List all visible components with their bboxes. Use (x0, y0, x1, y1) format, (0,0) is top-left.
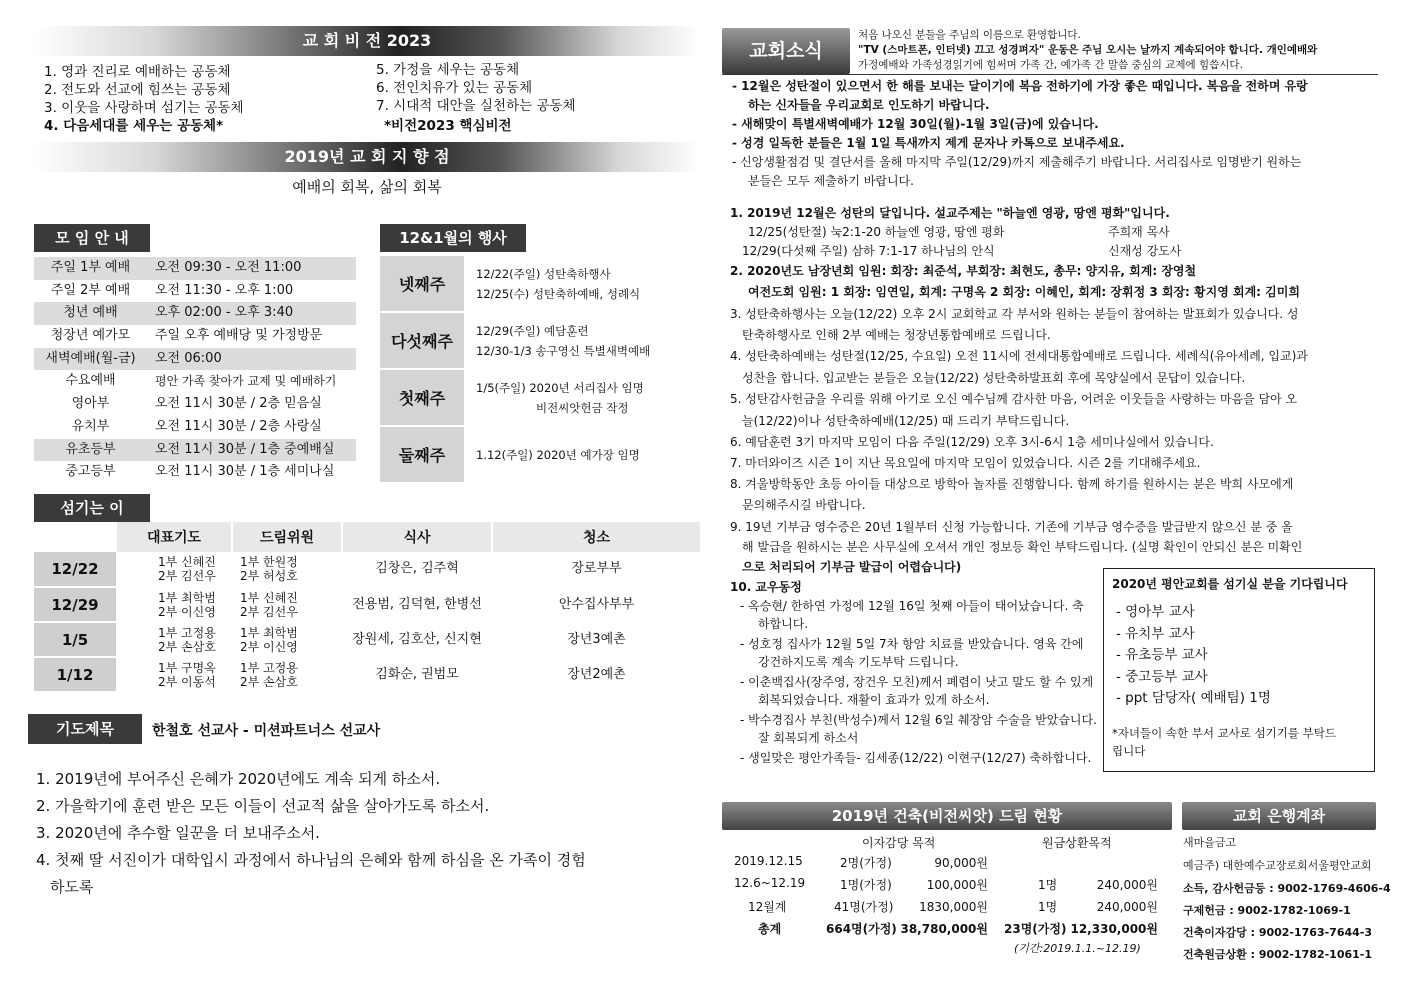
meal-team: 장원세, 김호산, 신지현 (342, 622, 492, 657)
recruit-item: - ppt 담당자( 예배팀) 1명 (1116, 690, 1271, 706)
meeting-row (34, 393, 356, 416)
meeting-name: 유치부 (71, 418, 110, 434)
dream-person: 1부 고정용 (240, 660, 298, 675)
news-bullet: - 성경 일독한 분들은 1월 1일 특새까지 제게 문자나 카톡으로 보내주세요. (732, 136, 1125, 150)
news-item: 6. 예담훈련 3기 마지막 모임이 다음 주일(12/29) 오후 3시-6시 1층 세미나실에서 있습니다. (730, 435, 1214, 449)
news-title: 교회소식 (722, 28, 850, 74)
vision-item: 2. 전도와 선교에 힘쓰는 공동체 (44, 82, 231, 98)
servers-header (34, 522, 116, 552)
servers-row (34, 657, 701, 692)
meeting-row (34, 461, 356, 484)
prayer-item: 하도록 (50, 878, 94, 896)
meeting-row (34, 370, 356, 393)
building-cell: 90,000원 (934, 856, 988, 870)
event-line: 1/5(주일) 2020년 서리집사 임명 (476, 380, 644, 395)
servers-table (34, 522, 702, 693)
meeting-time: 오전 11:30 - 오후 1:00 (155, 282, 294, 298)
news-item: 강건하지도록 계속 기도부탁 드립니다. (758, 655, 959, 669)
meal-team: 김창은, 김주혁 (342, 552, 492, 587)
event-line: 12/22(주일) 성탄축하행사 (476, 266, 611, 281)
meeting-name: 청장년 예가모 (50, 328, 131, 344)
clean-team: 장년3예촌 (492, 622, 701, 657)
servers-row (34, 552, 701, 587)
news-item: 잘 회복되게 하소서 (758, 731, 859, 745)
clean-team: 장년2예촌 (492, 657, 701, 692)
news-item: 탄축하행사로 인해 2부 예배는 청장년통합예배로 드립니다. (742, 328, 1051, 342)
prayer-person: 1부 고정용 (158, 625, 216, 640)
vision-item: 1. 영과 진리로 예배하는 공동체 (44, 64, 231, 80)
news-bullet: - 신앙생활점검 및 결단서를 올해 마지막 주일(12/29)까지 제출해주기 바랍니다. 서리집사로 임명받기 원하는 (732, 155, 1302, 169)
meeting-time: 오전 11시 30분 / 1층 세미나실 (155, 464, 335, 480)
meeting-row (34, 302, 356, 325)
servers-row (34, 622, 701, 657)
vision-list-right (376, 61, 576, 135)
news-item: - 박수경집사 부친(박성수)께서 12월 6일 췌장암 수술을 받았습니다. (740, 713, 1097, 727)
news-intro-line: "TV (스마트폰, 인터넷) 끄고 성경펴자" 운동은 주님 오시는 날까지 계속되어야 합니다. 개인예배와 (858, 44, 1318, 56)
bank-line: 건축이자감당 : 9002-1763-7644-3 (1183, 926, 1373, 939)
events-table (380, 256, 700, 484)
event-row (380, 427, 700, 484)
news-item: 12/25(성탄절) 눅2:1-20 하늘엔 영광, 땅엔 평화 (748, 225, 1005, 239)
prayer-person: 2부 이신영 (158, 604, 216, 619)
servers-title: 섬기는 이 (34, 494, 150, 522)
meeting-name: 중고등부 (65, 464, 116, 480)
recruit-item: - 중고등부 교사 (1116, 668, 1208, 685)
meeting-row (34, 280, 356, 303)
servers-header: 드림위원 (232, 522, 342, 552)
meeting-time: 오전 06:00 (147, 348, 356, 371)
bank-title: 교회 은행계좌 (1182, 802, 1376, 830)
prayer-person: 1부 최학범 (158, 590, 216, 605)
news-item: 1. 2019년 12월은 성탄의 달입니다. 설교주제는 "하늘엔 영광, 땅엔 평화"입니다. (730, 206, 1170, 220)
meal-team: 김화순, 권범모 (342, 657, 492, 692)
building-cell: 100,000원 (926, 878, 988, 892)
building-header: 이자감당 목적 (862, 836, 936, 850)
recruit-note-line: 립니다 (1112, 743, 1146, 758)
recruit-note-line: *자녀들이 속한 부서 교사로 섬기기를 부탁드 (1112, 725, 1336, 740)
recruit-title: 2020년 평안교회를 섬기실 분을 기다립니다 (1112, 577, 1348, 591)
event-line: 비전씨앗헌금 작정 (536, 400, 629, 415)
clean-team: 장로부부 (492, 552, 701, 587)
vision-item: 7. 시대적 대안을 실천하는 공동체 (376, 98, 576, 114)
building-cell: 664명(가정) (826, 922, 897, 936)
servers-header: 대표기도 (116, 522, 232, 552)
meeting-time: 오전 11시 30분 / 2층 사랑실 (155, 418, 322, 434)
building-cell: 12,330,000원 (1070, 922, 1158, 936)
meeting-time: 오후 02:00 - 오후 3:40 (147, 302, 356, 325)
prayer-subtitle: 한철호 선교사 - 미션파트너스 선교사 (152, 723, 381, 739)
news-bullet: - 새해맞이 특별새벽예배가 12월 30일(월)-1월 3일(금)에 있습니다. (732, 117, 1099, 131)
news-item: 신재성 강도사 (1108, 244, 1182, 258)
news-intro (858, 28, 1317, 73)
event-row (380, 256, 700, 313)
servers-header: 청소 (492, 522, 701, 552)
prayer-item: 2. 가을학기에 훈련 받은 모든 이들이 선교적 삶을 살아가도록 하소서. (36, 797, 490, 815)
news-item: 주희재 목사 (1108, 225, 1170, 239)
dream-person: 2부 허성호 (240, 569, 298, 583)
prayer-person: 2부 김선우 (158, 569, 216, 583)
news-item: - 생일맞은 평안가족들- 김세종(12/22) 이현구(12/27) 축하합니다. (740, 751, 1092, 765)
news-item: 해 발급을 원하시는 분은 사무실에 오셔서 개인 정보등 확인 부탁드립니다. (실명 확인이 안되신 분은 미확인 (742, 540, 1303, 554)
vision-list-left (44, 63, 244, 135)
news-intro-line: 처음 나오신 분들을 주님의 이름으로 환영합니다. (858, 29, 1081, 41)
news-divider (722, 74, 1378, 75)
prayer-item: 3. 2020년에 추수할 일꾼을 더 보내주소서. (36, 824, 320, 842)
building-cell: 1명 (1038, 900, 1058, 914)
news-item: 늘(12/22)이나 성탄축하예배(12/25) 때 드리기 부탁드립니다. (742, 414, 1070, 428)
meeting-row (34, 416, 356, 439)
building-cell: 41명(가정) (834, 900, 894, 914)
news-item: 5. 성탄감사헌금을 우리를 위해 아기로 오신 예수님께 감사한 마음, 어려운 이웃들을 사랑하는 마음을 담아 오 (730, 392, 1298, 406)
meeting-row (34, 257, 356, 280)
news-item: 8. 겨울방학동안 초등 아이들 대상으로 방학아 놀자를 진행합니다. 함께 하기를 원하시는 분은 박희 사모에게 (730, 477, 1294, 491)
events-title: 12&1월의 행사 (380, 224, 526, 252)
recruit-note (1112, 724, 1366, 760)
prayer-person: 2부 손삼호 (158, 639, 216, 654)
dream-person: 1부 최학범 (240, 625, 298, 640)
recruit-box (1103, 568, 1375, 772)
vision-item: 4. 다음세대를 세우는 공동체* (44, 118, 224, 134)
direction-text: 예배의 회복, 삶의 회복 (292, 178, 442, 196)
servers-header-row (34, 522, 701, 552)
prayer-title: 기도제목 (28, 714, 142, 744)
meeting-time: 오전 09:30 - 오전 11:00 (147, 257, 356, 280)
prayer-item: 1. 2019년에 부어주신 은혜가 2020년에도 계속 되게 하소서. (36, 770, 441, 788)
meeting-name: 유초등부 (34, 439, 147, 462)
building-cell: 23명(가정) (1004, 922, 1067, 936)
event-line: 1.12(주일) 2020년 예가장 임명 (476, 447, 640, 462)
meeting-time: 주일 오후 예배당 및 가정방문 (155, 328, 323, 344)
dream-person: 1부 신혜진 (240, 590, 298, 605)
news-item: 12/29(다섯째 주일) 삼하 7:1-17 하나님의 안식 (742, 244, 995, 258)
building-cell: 12.6~12.19 (734, 876, 806, 890)
news-item: 으로 처리되어 기부금 발급이 어렵습니다) (742, 560, 962, 574)
direction-title: 2019년 교 회 지 향 점 (34, 142, 700, 172)
event-line: 12/30-1/3 송구영신 특별새벽예배 (476, 343, 651, 358)
vision-item: 5. 가정을 세우는 공동체 (376, 62, 520, 78)
bank-line: 새마을금고 (1183, 836, 1237, 849)
meeting-time: 오전 11시 30분 / 1층 중예배실 (147, 439, 356, 462)
meeting-row (34, 439, 356, 462)
building-cell: 1명 (1038, 878, 1058, 892)
building-cell: 240,000원 (1096, 900, 1158, 914)
bank-line: 건축원금상환 : 9002-1782-1061-1 (1183, 948, 1373, 961)
servers-header: 식사 (342, 522, 492, 552)
event-week: 다섯째주 (380, 313, 464, 368)
prayer-person: 1부 구명옥 (158, 660, 216, 675)
building-header: 원금상환목적 (1042, 836, 1112, 850)
bank-line: 소득, 감사헌금등 : 9002-1769-4606-4 (1183, 882, 1391, 895)
news-item: 성찬을 합니다. 입교받는 분들은 오늘(12/22) 성탄축하발표회 후에 목양실에서 문답이 있습니다. (742, 371, 1246, 385)
building-cell: 12월계 (748, 900, 787, 914)
news-bullet: 분들은 모두 제출하기 바랍니다. (748, 174, 914, 188)
vision-note: *비전2023 핵심비전 (384, 118, 512, 134)
event-week: 첫째주 (380, 370, 464, 425)
news-intro-line: 가정예배와 가족성경읽기에 힘써며 가족 간, 예가족 간 말씀 중심의 교제에 힘씁시다. (858, 59, 1243, 71)
prayer-item: 4. 첫째 딸 서진이가 대학입시 과정에서 하나님의 은혜와 함께 하심을 온 가족이 경험 (36, 851, 586, 869)
news-bullet: 하는 신자들을 우리교회로 인도하기 바랍니다. (748, 98, 990, 112)
servers-date: 12/22 (34, 552, 116, 587)
event-row (380, 313, 700, 370)
meeting-name: 새벽예배(월-금) (34, 348, 147, 371)
recruit-item: - 유초등부 교사 (1116, 647, 1208, 663)
news-item: - 옥승현/ 한하연 가정에 12월 16일 첫째 아들이 태어났습니다. 축 (740, 599, 1084, 613)
event-line: 12/25(수) 성탄축하예배, 성례식 (476, 286, 641, 301)
news-item: 9. 19년 기부금 영수증은 20년 1월부터 신청 가능합니다. 기존에 기부금 영수증을 발급받지 않으신 분 중 올 (730, 520, 1293, 534)
meeting-name: 수요예배 (65, 373, 116, 389)
event-line: 12/29(주일) 예담훈련 (476, 323, 589, 338)
servers-date: 1/5 (34, 622, 116, 657)
prayer-person: 1부 신혜진 (158, 555, 216, 569)
news-item: 하합니다. (758, 617, 809, 631)
building-title: 2019년 건축(비전씨앗) 드림 현황 (722, 802, 1172, 830)
news-item: 10. 교우동정 (730, 580, 802, 594)
building-period: (기간:2019.1.1.~12.19) (1014, 942, 1141, 955)
servers-date: 12/29 (34, 587, 116, 622)
news-item: 문의해주시길 바랍니다. (742, 498, 866, 512)
dream-person: 2부 손삼호 (240, 674, 298, 689)
news-item: 여전도회 임원: 1 회장: 임연일, 회계: 구명옥 2 회장: 이혜인, 회계: 장휘정 3 회장: 황지영 회계: 김미희 (748, 285, 1300, 299)
vision-title: 교 회 비 전 2023 (34, 26, 700, 56)
meeting-name: 주일 1부 예배 (34, 257, 147, 280)
building-cell: 2019.12.15 (734, 854, 803, 868)
building-cell: 240,000원 (1096, 878, 1158, 892)
news-bullet: - 12월은 성탄절이 있으면서 한 해를 보내는 달이기에 복음 전하기에 가장 좋은 때입니다. 복음을 전하며 유랑 (732, 79, 1308, 93)
news-item: 2. 2020년도 남장년회 임원: 회장: 최준석, 부회장: 최현도, 총무: 양지유, 회계: 장영철 (730, 264, 1197, 278)
news-item: 7. 마더와이즈 시즌 1이 지난 목요일에 마지막 모임이 있었습니다. 시즌 2를 기대해주세요. (730, 456, 1201, 470)
event-row (380, 370, 700, 427)
vision-item: 6. 전인치유가 있는 공동체 (376, 80, 533, 96)
bank-line: 예금주) 대한예수교장로회서울평안교회 (1183, 859, 1372, 872)
dream-person: 1부 한원정 (240, 555, 298, 569)
dream-person: 2부 이신영 (240, 639, 298, 654)
meal-team: 전용범, 김덕현, 한병선 (342, 587, 492, 622)
building-cell: 1명(가정) (840, 878, 892, 892)
news-item: - 이춘백집사(장주영, 장건우 모친)께서 폐렴이 낫고 말도 할 수 있게 (740, 675, 1094, 689)
dream-person: 2부 김선우 (240, 604, 298, 619)
building-cell: 총계 (758, 922, 782, 936)
recruit-item: - 유치부 교사 (1116, 625, 1195, 642)
meeting-row (34, 348, 356, 371)
prayer-person: 2부 이동석 (158, 674, 216, 689)
prayer-list (36, 766, 676, 901)
servers-row (34, 587, 701, 622)
servers-date: 1/12 (34, 657, 116, 692)
news-item: 회복되었습니다. 재활이 효과가 있게 하소서. (758, 693, 990, 707)
meeting-name: 청년 예배 (34, 302, 147, 325)
vision-item: 3. 이웃을 사랑하며 섬기는 공동체 (44, 100, 244, 116)
meetings-table (34, 257, 356, 484)
meeting-name: 주일 2부 예배 (50, 282, 131, 298)
clean-team: 안수집사부부 (492, 587, 701, 622)
news-item: 3. 성탄축하행사는 오늘(12/22) 오후 2시 교회학교 각 부서와 원하는 분들이 참여하는 발표회가 있습니다. 성 (730, 307, 1299, 321)
building-cell: 2명(가정) (840, 856, 892, 870)
news-item: - 성호정 집사가 12월 5일 7차 항암 치료를 받았습니다. 영육 간에 (740, 637, 1084, 651)
building-cell: 1830,000원 (919, 900, 988, 914)
meeting-time: 평안 가족 찾아가 교제 및 예배하기 (155, 374, 337, 389)
event-week: 둘째주 (380, 427, 464, 482)
meeting-name: 영아부 (71, 396, 110, 412)
bank-line: 구제헌금 : 9002-1782-1069-1 (1183, 904, 1351, 917)
recruit-item: - 영아부 교사 (1116, 604, 1195, 620)
building-cell: 38,780,000원 (900, 922, 988, 936)
news-item: 4. 성탄축하예배는 성탄절(12/25, 수요일) 오전 11시에 전세대통합예배로 드립니다. 세례식(유아세례, 입교)과 (730, 349, 1308, 363)
event-week: 넷째주 (380, 256, 464, 311)
meeting-row (34, 325, 356, 348)
meeting-time: 오전 11시 30분 / 2층 믿음실 (155, 396, 322, 412)
meetings-title: 모 임 안 내 (34, 224, 150, 252)
